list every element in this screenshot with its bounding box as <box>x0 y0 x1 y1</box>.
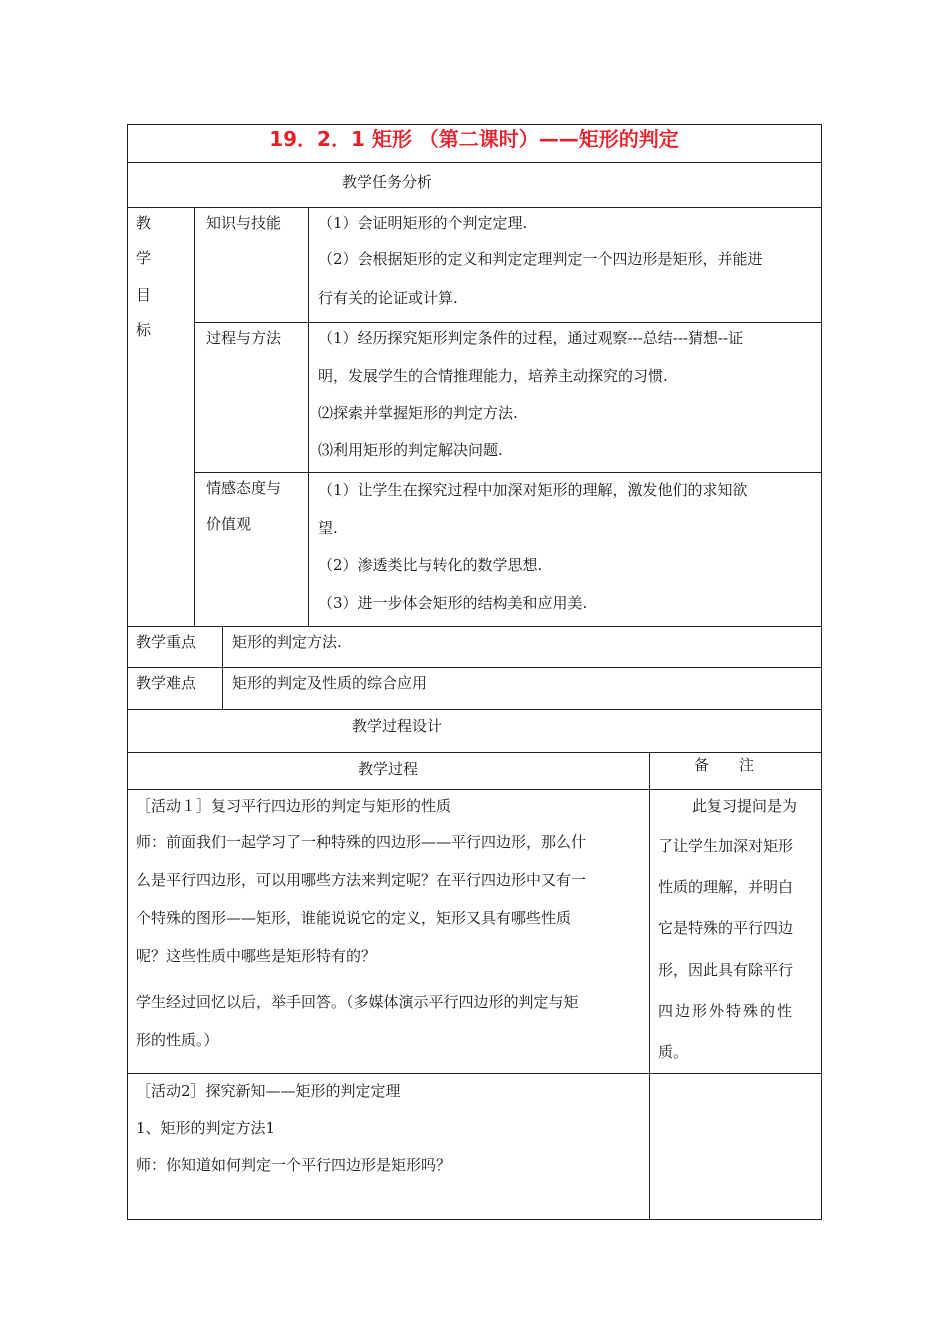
note-line: 它是特殊的平行四边 <box>658 919 794 937</box>
page-title: 19．2．1 矩形 （第二课时）——矩形的判定 <box>269 127 679 151</box>
note-line: 此复习提问是为 <box>692 797 798 815</box>
note-line: 形，因此具有除平行 <box>658 961 794 979</box>
objectives-char: 标 <box>136 321 152 339</box>
difficulty-label: 教学难点 <box>136 674 197 692</box>
attitude-label-line: 情感态度与 <box>206 479 282 497</box>
content-line: 师：前面我们一起学习了一种特殊的四边形——平行四边形，那么什 <box>136 833 587 851</box>
key-point-text: 矩形的判定方法. <box>232 633 342 651</box>
content-line: 么是平行四边形，可以用哪些方法来判定呢？在平行四边形中又有一 <box>136 871 587 889</box>
attitude-label-line: 价值观 <box>206 515 252 533</box>
content-line: 个特殊的图形——矩形，谁能说说它的定义，矩形又具有哪些性质 <box>136 909 572 927</box>
content-line: ［活动2］探究新知——矩形的判定定理 <box>136 1082 401 1100</box>
objectives-char: 学 <box>136 249 152 267</box>
content-line: 师：你知道如何判定一个平行四边形是矩形吗？ <box>136 1156 452 1174</box>
process-design-heading: 教学过程设计 <box>351 717 442 735</box>
task-analysis-heading: 教学任务分析 <box>341 173 432 191</box>
objectives-char: 目 <box>136 286 152 304</box>
content-line: 明，发展学生的合情推理能力，培养主动探究的习惯. <box>318 367 668 385</box>
col-process-header: 教学过程 <box>357 760 418 778</box>
content-line: （1）会证明矩形的个判定定理. <box>318 214 528 232</box>
content-line: （3）进一步体会矩形的结构美和应用美. <box>318 594 588 612</box>
content-line: 呢？这些性质中哪些是矩形特有的？ <box>136 947 377 965</box>
note-line: 质。 <box>658 1043 689 1061</box>
content-line: （1）让学生在探究过程中加深对矩形的理解，激发他们的求知欲 <box>318 481 748 499</box>
note-line: 了让学生加深对矩形 <box>658 837 794 855</box>
content-line: 形的性质。） <box>136 1031 219 1049</box>
process-label: 过程与方法 <box>206 329 282 347</box>
content-line: ［活动１］复习平行四边形的判定与矩形的性质 <box>136 797 452 815</box>
difficulty-text: 矩形的判定及性质的综合应用 <box>232 674 428 692</box>
knowledge-label: 知识与技能 <box>206 214 282 232</box>
col-notes-header: 备 注 <box>694 756 755 774</box>
objectives-char: 教 <box>136 214 152 232</box>
note-line: 四边形外特殊的性 <box>658 1002 795 1020</box>
key-point-label: 教学重点 <box>136 633 197 651</box>
content-line: ⑵探索并掌握矩形的判定方法. <box>318 404 518 422</box>
content-line: 行有关的论证或计算. <box>318 289 458 307</box>
content-line: ⑶利用矩形的判定解决问题. <box>318 441 503 459</box>
content-line: （2）渗透类比与转化的数学思想. <box>318 556 543 574</box>
content-line: 望. <box>318 519 338 537</box>
content-line: （2）会根据矩形的定义和判定定理判定一个四边形是矩形，并能进 <box>318 250 763 268</box>
content-line: （1）经历探究矩形判定条件的过程，通过观察---总结---猜想--证 <box>318 329 744 347</box>
content-line: 1、矩形的判定方法1 <box>136 1119 276 1137</box>
note-line: 性质的理解，并明白 <box>658 878 794 896</box>
content-line: 学生经过回忆以后，举手回答。（多媒体演示平行四边形的判定与矩 <box>136 993 579 1011</box>
